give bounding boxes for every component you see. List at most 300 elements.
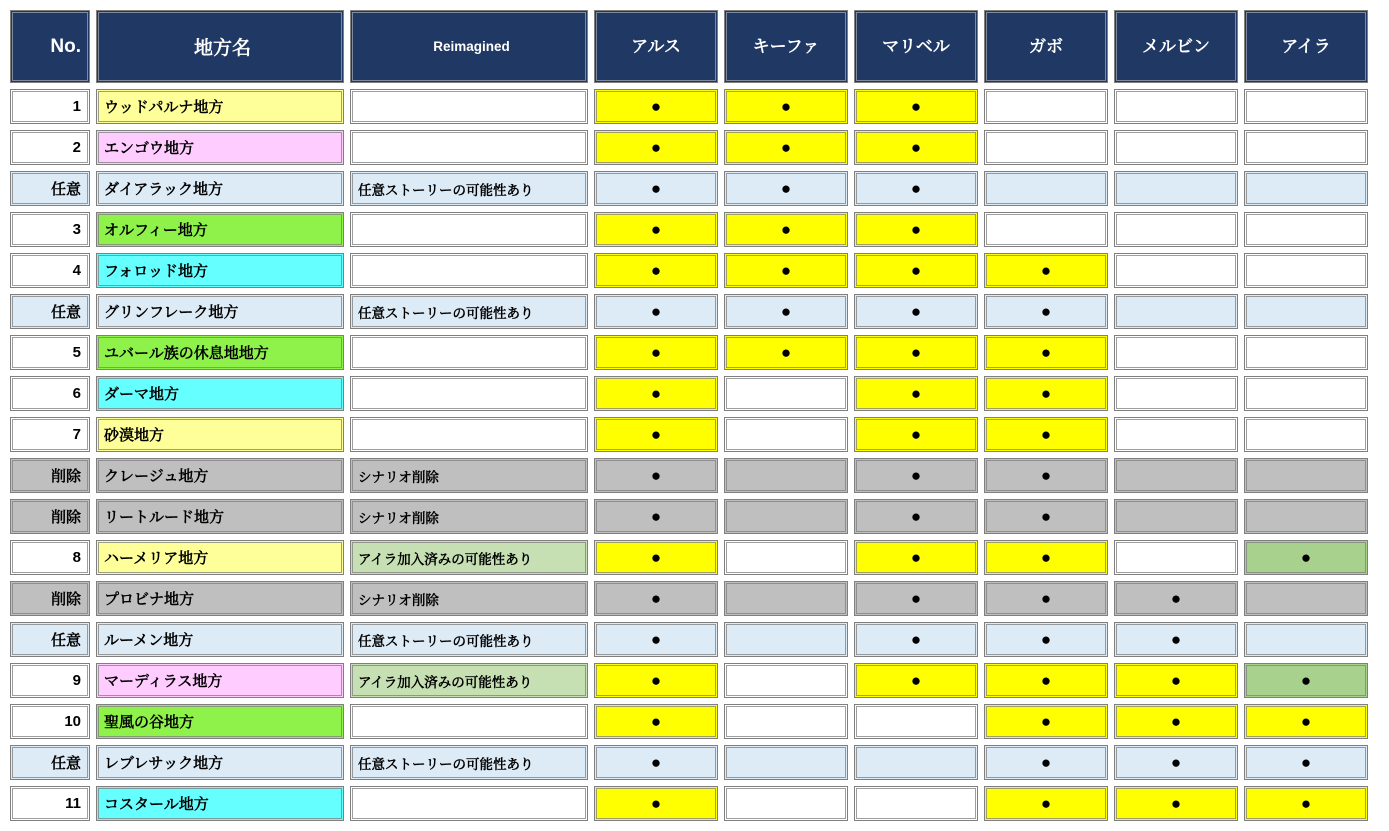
member-mark-cell-melvin <box>1114 294 1238 329</box>
region-name-cell <box>96 622 344 657</box>
row-number-cell-text: 7 <box>12 419 88 450</box>
row-number-cell-text: 8 <box>12 542 88 573</box>
member-mark-cell-maribel <box>854 212 978 247</box>
member-mark-cell-maribel <box>854 458 978 493</box>
column-header-reimagined-label: Reimagined <box>352 12 586 81</box>
member-mark-cell-arus-text: ● <box>596 419 716 450</box>
reimagined-note-cell-text: 任意ストーリーの可能性あり <box>352 747 586 778</box>
column-header-no <box>10 10 90 83</box>
reimagined-note-cell-text <box>352 132 586 163</box>
table-row <box>10 622 1368 657</box>
row-number-cell-text: 1 <box>12 91 88 122</box>
member-mark-cell-aira <box>1244 212 1368 247</box>
member-mark-cell-aira <box>1244 89 1368 124</box>
member-mark-cell-maribel <box>854 294 978 329</box>
region-name-cell-text: ダイアラック地方 <box>98 173 342 204</box>
member-mark-cell-melvin-text: ● <box>1116 788 1236 819</box>
member-mark-cell-maribel <box>854 130 978 165</box>
column-header-region <box>96 10 344 83</box>
member-mark-cell-gabo <box>984 89 1108 124</box>
member-mark-cell-maribel-text: ● <box>856 624 976 655</box>
member-mark-cell-kiefa-text: ● <box>726 91 846 122</box>
column-header-arus <box>594 10 718 83</box>
region-name-cell <box>96 499 344 534</box>
column-header-aira-label: アイラ <box>1246 12 1366 81</box>
reimagined-note-cell <box>350 786 588 821</box>
member-mark-cell-kiefa-text: ● <box>726 132 846 163</box>
member-mark-cell-aira <box>1244 253 1368 288</box>
member-mark-cell-maribel-text: ● <box>856 296 976 327</box>
region-name-cell-text: ウッドパルナ地方 <box>98 91 342 122</box>
member-mark-cell-aira-text <box>1246 419 1366 450</box>
member-mark-cell-gabo-text: ● <box>986 337 1106 368</box>
reimagined-note-cell <box>350 89 588 124</box>
reimagined-note-cell <box>350 171 588 206</box>
row-number-cell-text: 2 <box>12 132 88 163</box>
member-mark-cell-kiefa-text: ● <box>726 296 846 327</box>
table-row <box>10 417 1368 452</box>
member-mark-cell-arus <box>594 581 718 616</box>
column-header-maribel-label: マリベル <box>856 12 976 81</box>
member-mark-cell-arus-text: ● <box>596 255 716 286</box>
reimagined-note-cell-text: アイラ加入済みの可能性あり <box>352 665 586 696</box>
member-mark-cell-aira <box>1244 540 1368 575</box>
table-row <box>10 663 1368 698</box>
member-mark-cell-melvin <box>1114 253 1238 288</box>
region-name-cell <box>96 376 344 411</box>
member-mark-cell-aira-text <box>1246 583 1366 614</box>
reimagined-note-cell <box>350 663 588 698</box>
region-name-cell <box>96 704 344 739</box>
member-mark-cell-melvin <box>1114 540 1238 575</box>
member-mark-cell-aira-text <box>1246 214 1366 245</box>
member-mark-cell-gabo <box>984 704 1108 739</box>
member-mark-cell-aira <box>1244 745 1368 780</box>
member-mark-cell-kiefa <box>724 458 848 493</box>
row-number-cell <box>10 704 90 739</box>
member-mark-cell-aira-text: ● <box>1246 788 1366 819</box>
member-mark-cell-melvin-text <box>1116 132 1236 163</box>
member-mark-cell-arus-text: ● <box>596 378 716 409</box>
member-mark-cell-kiefa-text: ● <box>726 337 846 368</box>
reimagined-note-cell <box>350 540 588 575</box>
member-mark-cell-kiefa-text <box>726 542 846 573</box>
member-mark-cell-aira-text <box>1246 173 1366 204</box>
row-number-cell <box>10 499 90 534</box>
member-mark-cell-kiefa <box>724 171 848 206</box>
member-mark-cell-maribel <box>854 376 978 411</box>
member-mark-cell-melvin <box>1114 745 1238 780</box>
member-mark-cell-arus <box>594 622 718 657</box>
member-mark-cell-gabo-text <box>986 214 1106 245</box>
region-party-table <box>4 4 1374 827</box>
member-mark-cell-kiefa <box>724 212 848 247</box>
row-number-cell-text: 削除 <box>12 583 88 614</box>
member-mark-cell-maribel-text: ● <box>856 173 976 204</box>
member-mark-cell-aira <box>1244 376 1368 411</box>
member-mark-cell-kiefa-text <box>726 501 846 532</box>
member-mark-cell-gabo-text: ● <box>986 583 1106 614</box>
member-mark-cell-arus-text: ● <box>596 460 716 491</box>
member-mark-cell-gabo-text: ● <box>986 460 1106 491</box>
row-number-cell-text: 任意 <box>12 624 88 655</box>
member-mark-cell-maribel <box>854 335 978 370</box>
member-mark-cell-arus <box>594 663 718 698</box>
member-mark-cell-kiefa-text <box>726 460 846 491</box>
row-number-cell <box>10 622 90 657</box>
table-row <box>10 253 1368 288</box>
member-mark-cell-kiefa-text <box>726 624 846 655</box>
member-mark-cell-arus-text: ● <box>596 173 716 204</box>
member-mark-cell-maribel-text: ● <box>856 91 976 122</box>
row-number-cell <box>10 581 90 616</box>
member-mark-cell-melvin-text <box>1116 378 1236 409</box>
member-mark-cell-kiefa-text <box>726 583 846 614</box>
member-mark-cell-melvin-text <box>1116 255 1236 286</box>
table-row <box>10 499 1368 534</box>
row-number-cell-text: 10 <box>12 706 88 737</box>
table-row <box>10 745 1368 780</box>
member-mark-cell-gabo <box>984 376 1108 411</box>
region-name-cell-text: クレージュ地方 <box>98 460 342 491</box>
table-row <box>10 540 1368 575</box>
region-name-cell <box>96 417 344 452</box>
reimagined-note-cell-text <box>352 91 586 122</box>
member-mark-cell-arus-text: ● <box>596 296 716 327</box>
member-mark-cell-kiefa-text: ● <box>726 214 846 245</box>
member-mark-cell-arus-text: ● <box>596 337 716 368</box>
member-mark-cell-arus <box>594 540 718 575</box>
table-row <box>10 335 1368 370</box>
member-mark-cell-melvin <box>1114 499 1238 534</box>
reimagined-note-cell <box>350 704 588 739</box>
member-mark-cell-arus-text: ● <box>596 214 716 245</box>
reimagined-note-cell-text <box>352 214 586 245</box>
row-number-cell-text: 6 <box>12 378 88 409</box>
member-mark-cell-maribel <box>854 499 978 534</box>
member-mark-cell-maribel-text: ● <box>856 132 976 163</box>
member-mark-cell-arus-text: ● <box>596 91 716 122</box>
member-mark-cell-aira-text <box>1246 296 1366 327</box>
reimagined-note-cell <box>350 745 588 780</box>
member-mark-cell-kiefa <box>724 417 848 452</box>
table-row <box>10 376 1368 411</box>
member-mark-cell-arus <box>594 745 718 780</box>
reimagined-note-cell <box>350 499 588 534</box>
reimagined-note-cell <box>350 458 588 493</box>
member-mark-cell-gabo-text <box>986 173 1106 204</box>
row-number-cell-text: 11 <box>12 788 88 819</box>
member-mark-cell-gabo-text: ● <box>986 747 1106 778</box>
member-mark-cell-arus-text: ● <box>596 542 716 573</box>
member-mark-cell-maribel-text <box>856 706 976 737</box>
reimagined-note-cell-text <box>352 706 586 737</box>
reimagined-note-cell-text: アイラ加入済みの可能性あり <box>352 542 586 573</box>
member-mark-cell-maribel-text: ● <box>856 542 976 573</box>
member-mark-cell-melvin-text <box>1116 296 1236 327</box>
region-name-cell-text: ユバール族の休息地地方 <box>98 337 342 368</box>
region-name-cell-text: コスタール地方 <box>98 788 342 819</box>
member-mark-cell-gabo <box>984 253 1108 288</box>
region-name-cell <box>96 663 344 698</box>
column-header-reimagined <box>350 10 588 83</box>
member-mark-cell-maribel-text: ● <box>856 583 976 614</box>
member-mark-cell-maribel-text <box>856 747 976 778</box>
member-mark-cell-kiefa-text <box>726 747 846 778</box>
table-row <box>10 458 1368 493</box>
table-row <box>10 171 1368 206</box>
member-mark-cell-gabo <box>984 335 1108 370</box>
row-number-cell <box>10 253 90 288</box>
region-name-cell <box>96 786 344 821</box>
member-mark-cell-kiefa-text <box>726 665 846 696</box>
member-mark-cell-kiefa-text: ● <box>726 255 846 286</box>
member-mark-cell-gabo-text <box>986 132 1106 163</box>
reimagined-note-cell <box>350 417 588 452</box>
member-mark-cell-aira-text: ● <box>1246 665 1366 696</box>
member-mark-cell-gabo-text: ● <box>986 706 1106 737</box>
reimagined-note-cell-text: 任意ストーリーの可能性あり <box>352 173 586 204</box>
member-mark-cell-aira-text <box>1246 255 1366 286</box>
member-mark-cell-melvin <box>1114 786 1238 821</box>
member-mark-cell-melvin-text <box>1116 173 1236 204</box>
member-mark-cell-maribel-text: ● <box>856 501 976 532</box>
member-mark-cell-gabo-text: ● <box>986 788 1106 819</box>
region-name-cell <box>96 335 344 370</box>
member-mark-cell-maribel <box>854 540 978 575</box>
member-mark-cell-aira <box>1244 581 1368 616</box>
member-mark-cell-melvin <box>1114 171 1238 206</box>
member-mark-cell-arus <box>594 786 718 821</box>
row-number-cell <box>10 212 90 247</box>
row-number-cell <box>10 745 90 780</box>
member-mark-cell-kiefa <box>724 786 848 821</box>
row-number-cell <box>10 663 90 698</box>
member-mark-cell-melvin <box>1114 89 1238 124</box>
row-number-cell <box>10 458 90 493</box>
member-mark-cell-maribel <box>854 89 978 124</box>
member-mark-cell-arus <box>594 212 718 247</box>
region-name-cell <box>96 130 344 165</box>
reimagined-note-cell-text <box>352 378 586 409</box>
member-mark-cell-kiefa <box>724 540 848 575</box>
member-mark-cell-aira-text <box>1246 501 1366 532</box>
region-name-cell-text: ダーマ地方 <box>98 378 342 409</box>
member-mark-cell-maribel-text: ● <box>856 214 976 245</box>
member-mark-cell-gabo <box>984 458 1108 493</box>
reimagined-note-cell-text: シナリオ削除 <box>352 460 586 491</box>
region-name-cell-text: プロビナ地方 <box>98 583 342 614</box>
member-mark-cell-gabo-text: ● <box>986 296 1106 327</box>
table-row <box>10 581 1368 616</box>
row-number-cell-text: 任意 <box>12 747 88 778</box>
member-mark-cell-gabo-text: ● <box>986 624 1106 655</box>
column-header-kiefa-label: キーファ <box>726 12 846 81</box>
region-name-cell-text: フォロッド地方 <box>98 255 342 286</box>
reimagined-note-cell <box>350 130 588 165</box>
reimagined-note-cell-text <box>352 419 586 450</box>
reimagined-note-cell <box>350 622 588 657</box>
member-mark-cell-aira <box>1244 499 1368 534</box>
reimagined-note-cell-text <box>352 788 586 819</box>
member-mark-cell-arus-text: ● <box>596 583 716 614</box>
member-mark-cell-maribel-text: ● <box>856 665 976 696</box>
column-header-gabo-label: ガボ <box>986 12 1106 81</box>
table-row <box>10 212 1368 247</box>
member-mark-cell-gabo <box>984 745 1108 780</box>
member-mark-cell-melvin-text <box>1116 501 1236 532</box>
row-number-cell <box>10 130 90 165</box>
member-mark-cell-maribel <box>854 704 978 739</box>
member-mark-cell-gabo <box>984 294 1108 329</box>
region-name-cell-text: ルーメン地方 <box>98 624 342 655</box>
column-header-gabo <box>984 10 1108 83</box>
member-mark-cell-gabo <box>984 212 1108 247</box>
reimagined-note-cell <box>350 335 588 370</box>
member-mark-cell-aira-text <box>1246 91 1366 122</box>
member-mark-cell-melvin-text <box>1116 419 1236 450</box>
member-mark-cell-arus-text: ● <box>596 624 716 655</box>
member-mark-cell-melvin-text: ● <box>1116 583 1236 614</box>
member-mark-cell-kiefa <box>724 253 848 288</box>
member-mark-cell-gabo <box>984 540 1108 575</box>
member-mark-cell-maribel-text <box>856 788 976 819</box>
member-mark-cell-aira <box>1244 130 1368 165</box>
member-mark-cell-maribel <box>854 622 978 657</box>
row-number-cell-text: 削除 <box>12 501 88 532</box>
member-mark-cell-aira-text <box>1246 337 1366 368</box>
region-name-cell <box>96 253 344 288</box>
member-mark-cell-melvin <box>1114 622 1238 657</box>
row-number-cell <box>10 171 90 206</box>
row-number-cell-text: 任意 <box>12 173 88 204</box>
member-mark-cell-kiefa-text <box>726 788 846 819</box>
member-mark-cell-aira-text <box>1246 132 1366 163</box>
member-mark-cell-kiefa <box>724 130 848 165</box>
member-mark-cell-melvin <box>1114 335 1238 370</box>
column-header-aira <box>1244 10 1368 83</box>
member-mark-cell-gabo <box>984 417 1108 452</box>
member-mark-cell-melvin-text <box>1116 91 1236 122</box>
member-mark-cell-arus-text: ● <box>596 501 716 532</box>
member-mark-cell-melvin-text <box>1116 337 1236 368</box>
table-body <box>10 89 1368 821</box>
reimagined-note-cell <box>350 294 588 329</box>
row-number-cell-text: 4 <box>12 255 88 286</box>
member-mark-cell-arus-text: ● <box>596 747 716 778</box>
member-mark-cell-aira-text: ● <box>1246 706 1366 737</box>
region-name-cell-text: 聖風の谷地方 <box>98 706 342 737</box>
region-name-cell-text: グリンフレーク地方 <box>98 296 342 327</box>
region-name-cell-text: マーディラス地方 <box>98 665 342 696</box>
member-mark-cell-gabo <box>984 622 1108 657</box>
table-row <box>10 786 1368 821</box>
row-number-cell-text: 削除 <box>12 460 88 491</box>
member-mark-cell-maribel-text: ● <box>856 460 976 491</box>
member-mark-cell-maribel <box>854 745 978 780</box>
region-name-cell-text: ハーメリア地方 <box>98 542 342 573</box>
member-mark-cell-aira <box>1244 663 1368 698</box>
column-header-melvin-label: メルビン <box>1116 12 1236 81</box>
member-mark-cell-arus <box>594 704 718 739</box>
member-mark-cell-melvin <box>1114 417 1238 452</box>
member-mark-cell-melvin <box>1114 212 1238 247</box>
member-mark-cell-kiefa-text <box>726 419 846 450</box>
member-mark-cell-kiefa <box>724 335 848 370</box>
row-number-cell-text: 5 <box>12 337 88 368</box>
member-mark-cell-gabo <box>984 171 1108 206</box>
region-name-cell <box>96 581 344 616</box>
row-number-cell <box>10 786 90 821</box>
column-header-maribel <box>854 10 978 83</box>
member-mark-cell-melvin <box>1114 458 1238 493</box>
table-row <box>10 89 1368 124</box>
column-header-region-label: 地方名 <box>98 12 342 81</box>
member-mark-cell-kiefa <box>724 745 848 780</box>
member-mark-cell-arus-text: ● <box>596 788 716 819</box>
member-mark-cell-melvin-text: ● <box>1116 665 1236 696</box>
region-name-cell <box>96 458 344 493</box>
member-mark-cell-gabo-text: ● <box>986 378 1106 409</box>
member-mark-cell-aira <box>1244 171 1368 206</box>
member-mark-cell-kiefa-text <box>726 706 846 737</box>
reimagined-note-cell-text: 任意ストーリーの可能性あり <box>352 624 586 655</box>
member-mark-cell-melvin-text: ● <box>1116 747 1236 778</box>
row-number-cell <box>10 376 90 411</box>
reimagined-note-cell <box>350 376 588 411</box>
row-number-cell <box>10 540 90 575</box>
reimagined-note-cell <box>350 212 588 247</box>
region-name-cell <box>96 171 344 206</box>
member-mark-cell-maribel <box>854 417 978 452</box>
member-mark-cell-melvin-text <box>1116 214 1236 245</box>
region-name-cell-text: レブレサック地方 <box>98 747 342 778</box>
member-mark-cell-melvin-text: ● <box>1116 624 1236 655</box>
column-header-arus-label: アルス <box>596 12 716 81</box>
member-mark-cell-aira-text: ● <box>1246 747 1366 778</box>
row-number-cell-text: 3 <box>12 214 88 245</box>
member-mark-cell-melvin <box>1114 663 1238 698</box>
member-mark-cell-kiefa <box>724 294 848 329</box>
member-mark-cell-gabo-text: ● <box>986 501 1106 532</box>
member-mark-cell-aira <box>1244 786 1368 821</box>
reimagined-note-cell-text: シナリオ削除 <box>352 501 586 532</box>
reimagined-note-cell-text <box>352 337 586 368</box>
member-mark-cell-aira-text <box>1246 378 1366 409</box>
member-mark-cell-gabo <box>984 499 1108 534</box>
member-mark-cell-maribel <box>854 171 978 206</box>
region-name-cell-text: リートルード地方 <box>98 501 342 532</box>
member-mark-cell-gabo <box>984 786 1108 821</box>
member-mark-cell-maribel <box>854 663 978 698</box>
member-mark-cell-aira <box>1244 294 1368 329</box>
member-mark-cell-kiefa <box>724 499 848 534</box>
member-mark-cell-aira <box>1244 458 1368 493</box>
member-mark-cell-gabo-text: ● <box>986 255 1106 286</box>
member-mark-cell-gabo-text <box>986 91 1106 122</box>
member-mark-cell-gabo <box>984 663 1108 698</box>
member-mark-cell-gabo-text: ● <box>986 419 1106 450</box>
table-row <box>10 294 1368 329</box>
member-mark-cell-arus <box>594 294 718 329</box>
row-number-cell <box>10 417 90 452</box>
row-number-cell <box>10 294 90 329</box>
member-mark-cell-arus <box>594 130 718 165</box>
member-mark-cell-maribel-text: ● <box>856 419 976 450</box>
member-mark-cell-arus <box>594 499 718 534</box>
region-name-cell-text: エンゴウ地方 <box>98 132 342 163</box>
member-mark-cell-melvin <box>1114 581 1238 616</box>
